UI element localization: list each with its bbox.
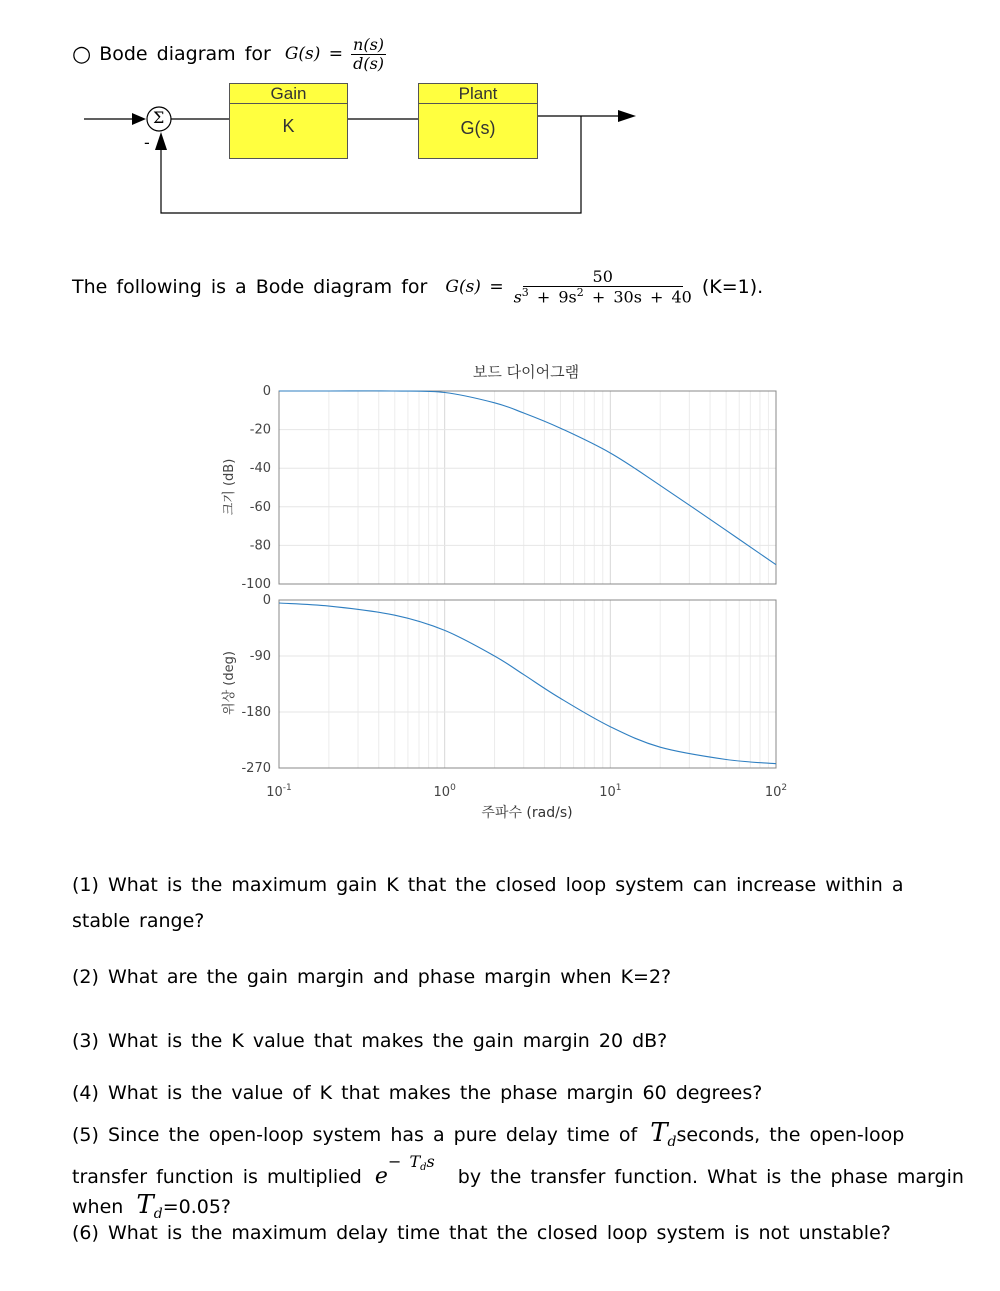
question-5-td: T: [650, 1118, 668, 1148]
question-5-line-1: [72, 1118, 932, 1150]
output-arrow-icon: [618, 110, 636, 122]
question-5-exp-e: e: [374, 1164, 388, 1189]
magnitude-series-line: [279, 391, 776, 565]
question-5-text-a: (5) Since the open-loop system has a pure delay time of: [72, 1124, 638, 1146]
phase-series-line: [279, 603, 776, 764]
x-tick-label: $10^{-1}$: [266, 783, 292, 800]
intro-den-end: + 30s + 40: [583, 286, 692, 306]
x-tick-exponent: 1: [615, 783, 622, 793]
magnitude-ytick-label: 0: [262, 384, 271, 399]
magnitude-ytick-label: -60: [249, 499, 271, 515]
intro-den-exp2: 2: [576, 285, 584, 299]
magnitude-ytick-label: -20: [249, 422, 271, 438]
intro-den-mid: + 9s: [528, 286, 577, 306]
question-5-text-f: by the transfer function. What is the phase margin: [457, 1166, 964, 1188]
chart-xlabel: 주파수 (rad/s): [481, 805, 573, 821]
gain-block-header: Gain: [230, 84, 347, 104]
sum-symbol: Σ: [153, 108, 165, 127]
intro-denominator: [512, 287, 694, 306]
plant-block: [418, 83, 538, 159]
header-title: Bode diagram for: [99, 43, 271, 66]
intro-den-exp3: 3: [521, 285, 529, 299]
phase-ytick-label: -90: [249, 649, 271, 664]
question-5-text-c: transfer function is multiplied: [72, 1166, 362, 1188]
x-tick-label: $10^0$: [433, 783, 456, 800]
question-5-value: =0.05?: [162, 1196, 231, 1218]
plant-block-header: Plant: [419, 84, 537, 104]
question-1-line-1: (1) What is the maximum gain K that the closed loop system can increase within a: [72, 874, 904, 896]
x-tick-label: $10^2$: [764, 783, 788, 800]
x-tick-label: $10^1$: [599, 783, 622, 800]
input-arrow-icon: [132, 113, 146, 125]
feedback-arrow-icon: [155, 132, 167, 150]
question-1-line-2: stable range?: [72, 910, 205, 932]
x-tick-exponent: 0: [450, 783, 456, 793]
magnitude-axes: [279, 391, 776, 584]
bode-diagram: [0, 355, 1000, 825]
phase-ytick-label: 0: [262, 593, 271, 608]
phase-ytick-label: -270: [241, 761, 271, 776]
phase-ylabel: 위상 (deg): [222, 651, 237, 715]
circle-bullet-icon: ○: [72, 41, 92, 67]
question-5-line-3: [72, 1190, 231, 1222]
intro-line: [72, 268, 763, 306]
magnitude-ytick-label: -100: [241, 577, 271, 592]
magnitude-ytick-label: -80: [249, 538, 271, 554]
question-5-exp-s: s: [426, 1152, 435, 1171]
gain-block: [229, 83, 348, 159]
minus-sign: -: [144, 133, 150, 152]
gain-block-label: K: [282, 116, 295, 136]
question-2: (2) What are the gain margin and phase margin when K=2?: [72, 966, 672, 988]
intro-g-lhs: G(s) =: [445, 276, 504, 297]
question-5-td-2-sub: d: [153, 1205, 163, 1222]
phase-axes: [279, 600, 776, 768]
x-tick-exponent: -1: [282, 783, 292, 793]
block-diagram: [0, 0, 1000, 230]
question-5-exp-sub: d: [420, 1161, 427, 1173]
intro-text: The following is a Bode diagram for: [72, 275, 428, 298]
question-5-td-sub: d: [667, 1133, 677, 1150]
intro-den-s: s: [513, 286, 522, 306]
header-g-denominator: d(s): [353, 53, 385, 73]
question-5-td-2: T: [136, 1190, 154, 1220]
question-5-exp-minus: − T: [387, 1152, 421, 1171]
question-5-when: when: [72, 1196, 124, 1218]
question-4: (4) What is the value of K that makes the phase margin 60 degrees?: [72, 1082, 763, 1104]
question-5-text-b: seconds, the open-loop: [676, 1124, 905, 1146]
intro-k-note: (K=1).: [701, 275, 764, 298]
plant-block-label: G(s): [460, 118, 496, 138]
header-g-numerator: n(s): [353, 35, 385, 54]
intro-g-fraction: [512, 268, 694, 306]
phase-ytick-label: -180: [241, 705, 271, 720]
magnitude-ytick-label: -40: [249, 461, 271, 477]
magnitude-ylabel: 크기 (dB): [222, 458, 237, 516]
question-6: (6) What is the maximum delay time that the closed loop system is not unstable?: [72, 1222, 891, 1244]
question-3: (3) What is the K value that makes the gain margin 20 dB?: [72, 1030, 668, 1052]
x-tick-exponent: 2: [781, 783, 788, 793]
chart-title: 보드 다이어그램: [472, 363, 580, 381]
intro-numerator: 50: [523, 268, 683, 287]
question-5-line-2: [72, 1152, 964, 1189]
header-g-lhs: G(s) =: [284, 44, 344, 65]
